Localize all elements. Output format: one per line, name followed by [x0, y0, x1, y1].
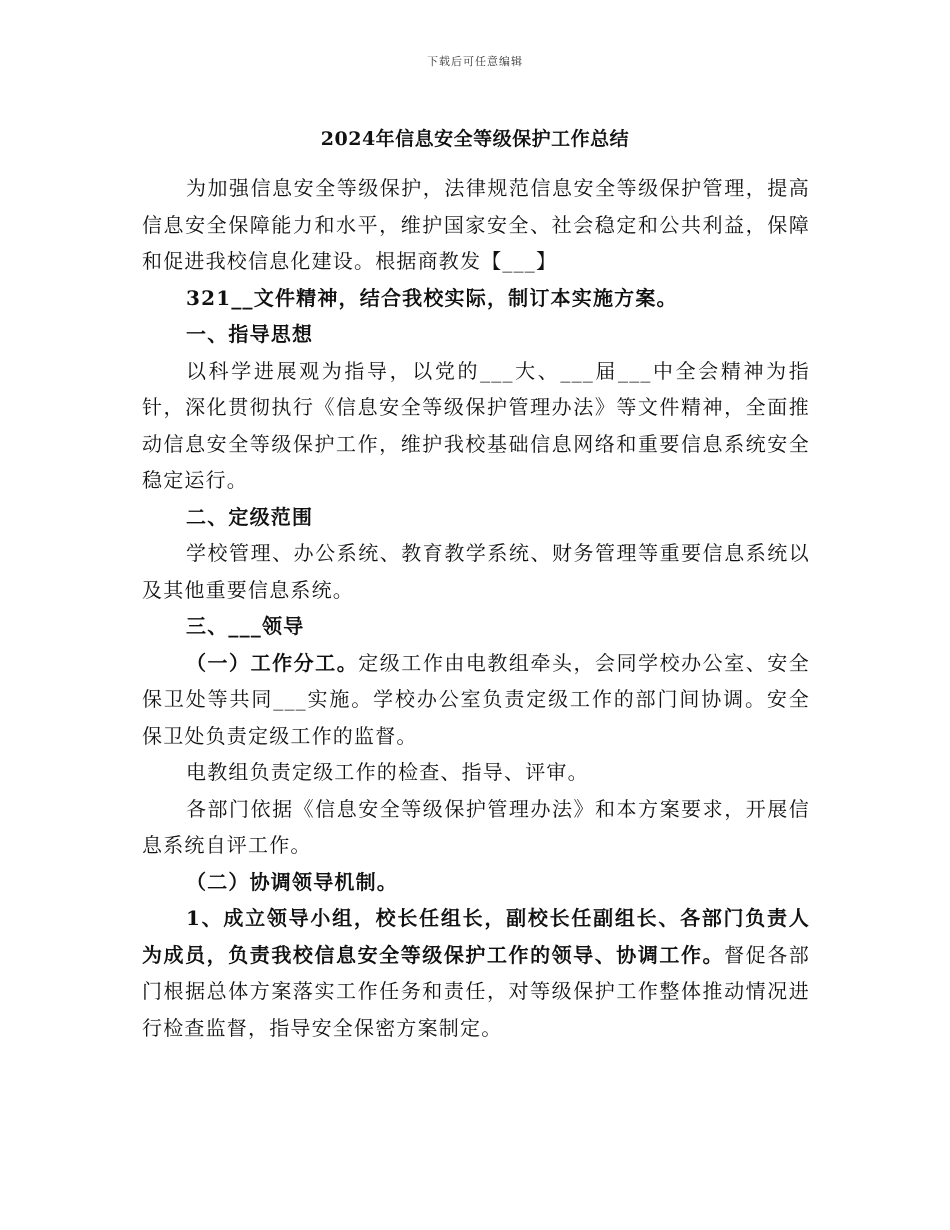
- section-heading-guiding-ideology: 一、指导思想: [186, 322, 314, 346]
- intro-paragraph: 为加强信息安全等级保护，法律规范信息安全等级保护管理，提高信息安全保障能力和水平，维护国家安全、社会稳定和公共利益，保障和促进我校信息化建设。根据商教发【___】: [142, 176, 810, 273]
- division-of-work-text: 定级工作由电教组牵头，会同学校办公室、安全保卫处等共同___实施。学校办公室负责定级工作的部门间协调。安全保卫处负责定级工作的监督。: [142, 650, 810, 748]
- division-of-work-lead: （一）工作分工。: [186, 650, 359, 675]
- document-title: 2024年信息安全等级保护工作总结: [320, 128, 630, 150]
- av-group-paragraph: 电教组负责定级工作的检查、指导、评审。: [186, 760, 589, 784]
- header-note: 下载后可任意编辑: [427, 55, 523, 68]
- section-heading-grading-scope: 二、定级范围: [186, 504, 314, 529]
- intro-continuation: 321__文件精神，结合我校实际，制订本实施方案。: [186, 285, 678, 310]
- leading-group-bold-text: 1、成立领导小组，校长任组长，副校长任副组长、各部门负责人为成员，负责我校信息安全等级保护工作的领导、协调工作。: [142, 906, 810, 967]
- leading-group-text: 督促各部门根据总体方案落实工作任务和责任，对等级保护工作整体推动情况进行检查监督，指导安全保密方案制定。: [142, 942, 810, 1040]
- document-body: [142, 170, 810, 1046]
- division-of-work-paragraph: [142, 645, 810, 755]
- leading-group-paragraph: [142, 900, 810, 1046]
- departments-paragraph: 各部门依据《信息安全等级保护管理办法》和本方案要求，开展信息系统自评工作。: [142, 796, 810, 857]
- guiding-ideology-paragraph: 以科学进展观为指导，以党的___大、___届___中全会精神为指针，深化贯彻执行《信息安全等级保护管理办法》等文件精神，全面推动信息安全等级保护工作，维护我校基础信息网络和重要信息系统安全稳定运行。: [142, 358, 810, 492]
- section-heading-leadership: 三、___领导: [186, 614, 305, 638]
- subheading-coordination-mechanism: （二）协调领导机制。: [186, 869, 398, 894]
- grading-scope-paragraph: 学校管理、办公系统、教育教学系统、财务管理等重要信息系统以及其他重要信息系统。: [142, 541, 810, 602]
